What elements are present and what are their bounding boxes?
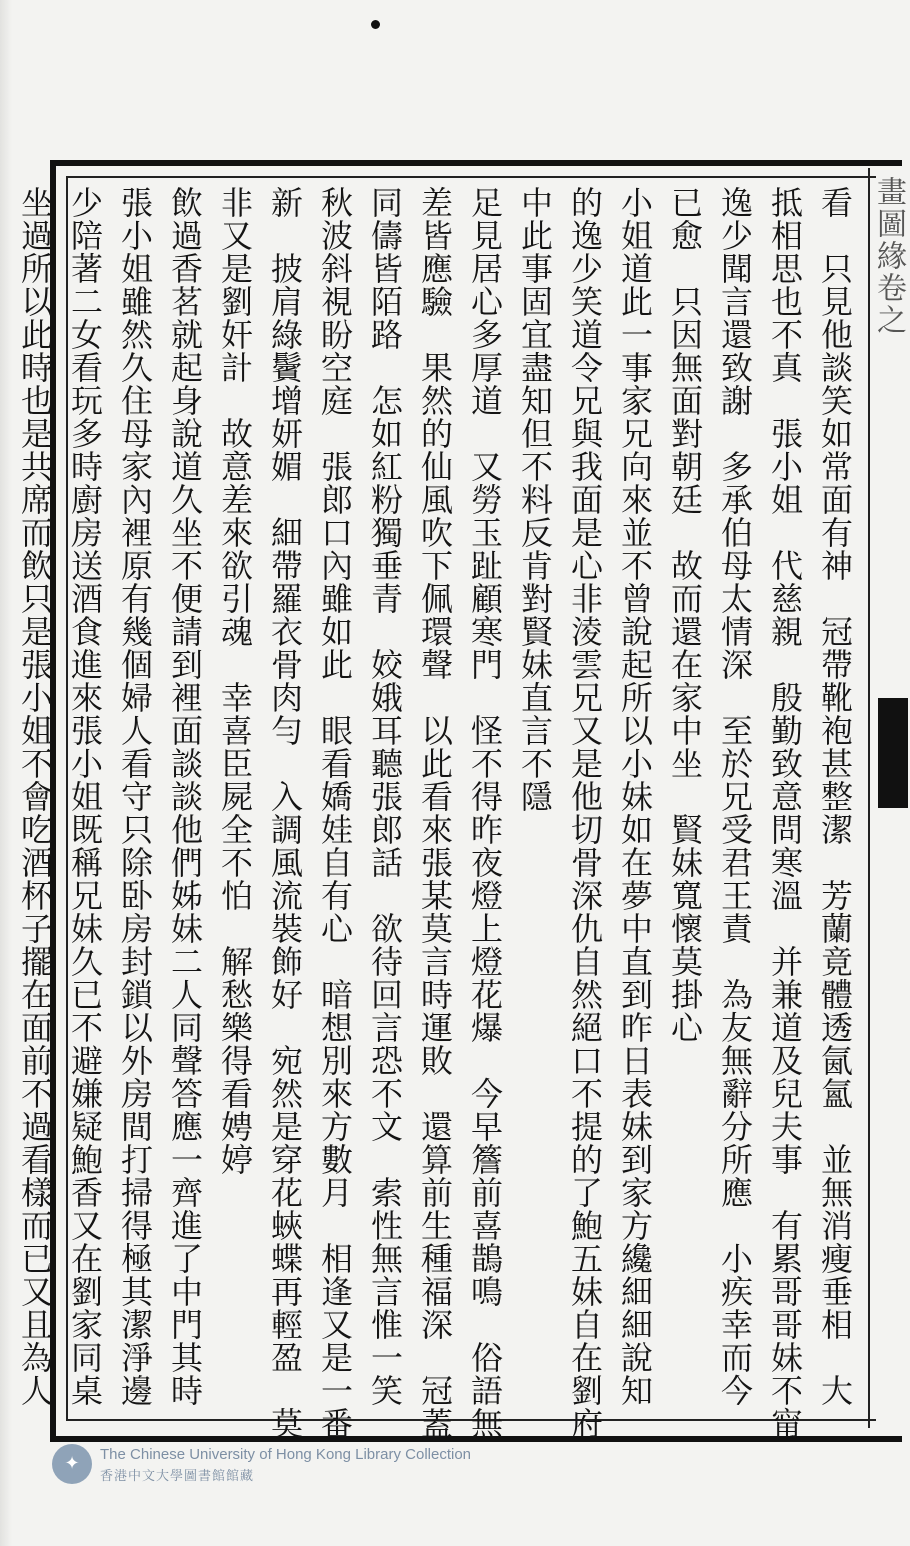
library-logo-icon: ✦ — [52, 1444, 92, 1484]
text-column: 逸少聞言還致謝 多承伯母太情深 至於兄受君王責 為友無辭分所應 小疾幸而今 — [716, 186, 754, 1407]
book-title-margin — [868, 168, 906, 1428]
text-column: 足見居心多厚道 又勞玉趾顧寒門 怪不得昨夜燈上燈花爆 今早簷前喜鵲鳴 俗語無 — [466, 186, 504, 1440]
text-column: 坐過所以此時也是共席而飲只是張小姐不會吃酒杯子擺在面前不過看樣而已又且為人 — [16, 186, 54, 1407]
text-column: 抵相思也不真 張小姐 代慈親 殷勤致意問寒溫 并兼道及兒夫事 有累哥哥妹不甯 — [766, 186, 804, 1440]
library-watermark — [52, 1444, 572, 1484]
text-column: 飲過香茗就起身說道久坐不便請到裡面談談他們姊妹二人同聲答應一齊進了中門其時 — [166, 186, 204, 1407]
text-column: 張小姐雖然久住母家內裡原有幾個婦人看守只除卧房封鎖以外房間打掃得極其潔淨邊 — [116, 186, 154, 1407]
text-column: 已愈 只因無面對朝廷 故而還在家中坐 賢妹寬懷莫掛心 — [666, 186, 704, 1044]
text-column: 的逸少笑道令兄與我面是心非淩雲兄又是他切骨深仇自然絕口不提的了鮑五妹自在劉府 — [566, 186, 604, 1440]
text-column: 小姐道此一事家兄向來並不曾說起所以小妹如在夢中直到昨日表妹到家方纔細細說知 — [616, 186, 654, 1407]
watermark-chinese: 香港中文大學圖書館館藏 — [100, 1469, 255, 1484]
text-column: 少陪著二女看玩多時廚房送酒食進來張小姐既稱兄妹久已不避嫌疑鮑香又在劉家同桌 — [66, 186, 104, 1407]
text-column: 同儔皆陌路 怎如紅粉獨垂青 姣娥耳聽張郎話 欲待回言恐不文 索性無言惟一笑 — [366, 186, 404, 1407]
text-column: 新 披肩綠鬢增妍媚 細帶羅衣骨肉勻 入調風流裝飾好 宛然是穿花蛺蝶再輕盈 莫 — [266, 186, 304, 1440]
text-column: 中此事固宜盡知但不料反肯對賢妹直言不隱 — [516, 186, 554, 813]
ink-speck — [371, 20, 380, 29]
text-column: 看 只見他談笑如常面有神 冠帶靴袍甚整潔 芳蘭竟體透氤氳 並無消瘦垂相 大 — [816, 186, 854, 1407]
text-column: 秋波斜視盼空庭 張郎口內雖如此 眼看嬌娃自有心 暗想別來方數月 相逢又是一番 — [316, 186, 354, 1440]
fishtail-mark — [878, 698, 908, 808]
text-body — [16, 186, 860, 1440]
text-column: 非又是劉奸計 故意差來欲引魂 幸喜臣屍全不怕 解愁樂得看娉婷 — [216, 186, 254, 1176]
book-title: 畫圖緣卷之 — [871, 176, 906, 336]
watermark-english: The Chinese University of Hong Kong Library Collection — [100, 1446, 472, 1463]
text-column: 差皆應驗 果然的仙風吹下佩環聲 以此看來張某莫言時運敗 還算前生種福深 冠蓋 — [416, 186, 454, 1440]
